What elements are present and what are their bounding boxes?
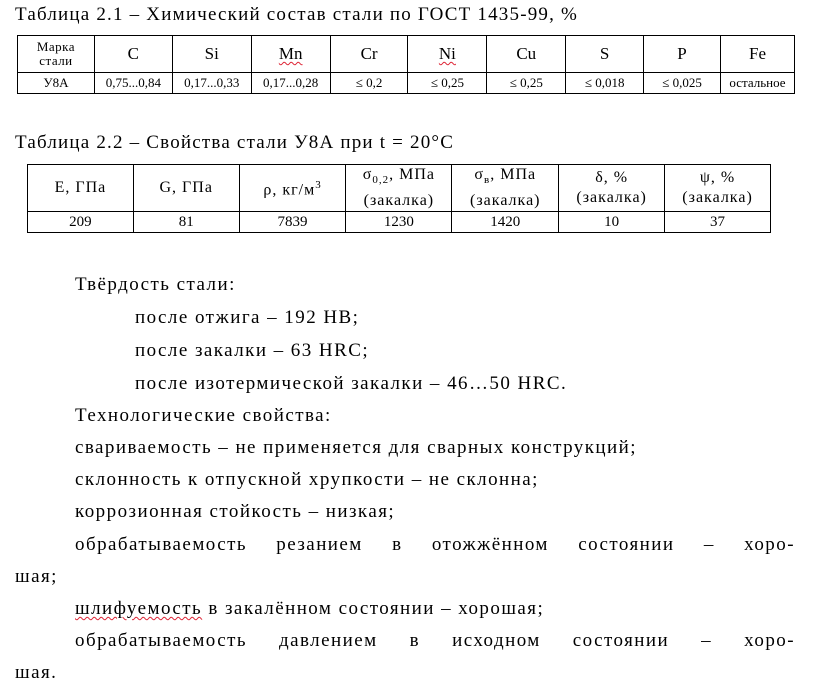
header-cell-elongation: δ, % (закалка) — [559, 165, 665, 212]
machinability-line1: обрабатываемость резанием в отожжённом состоянии – хоро- — [75, 534, 795, 555]
table-cell: 0,17...0,33 — [172, 73, 251, 94]
header-cell-grade: Марка стали — [18, 36, 95, 73]
hardness-annealed: после отжига – 192 HB; — [135, 307, 360, 328]
table-cell: ≤ 0,025 — [644, 73, 721, 94]
weldability: свариваемость – не применяется для сварных конструкций; — [75, 437, 638, 458]
header-cell-cu: Cu — [487, 36, 566, 73]
table2-caption: Таблица 2.2 – Свойства стали У8А при t = 20°C — [15, 132, 455, 153]
table-cell: 10 — [559, 212, 665, 233]
header-cell-c: C — [94, 36, 172, 73]
table-cell: 7839 — [239, 212, 346, 233]
header-cell-cr: Cr — [330, 36, 408, 73]
grindability-word: шлифуемость — [75, 598, 203, 619]
header-cell-mn: Mn — [251, 36, 330, 73]
table-cell: 37 — [665, 212, 771, 233]
table-row — [28, 212, 771, 233]
properties-table — [27, 164, 771, 233]
corrosion-resistance: коррозионная стойкость – низкая; — [75, 501, 396, 522]
hardness-isothermal: после изотермической закалки – 46…50 HRC. — [135, 373, 568, 394]
table-cell: ≤ 0,018 — [566, 73, 644, 94]
formability-line1: обрабатываемость давлением в исходном состоянии – хоро- — [75, 630, 795, 651]
machinability-line2: шая; — [15, 566, 58, 587]
chemical-composition-table — [17, 35, 795, 94]
table-cell: ≤ 0,2 — [330, 73, 408, 94]
header-cell-fe: Fe — [720, 36, 794, 73]
hardness-quenched: после закалки – 63 HRC; — [135, 340, 370, 361]
formability-line2: шая. — [15, 662, 58, 683]
table-cell: 209 — [28, 212, 134, 233]
tech-properties-title: Технологические свойства: — [75, 405, 332, 426]
grindability — [75, 597, 544, 621]
header-cell-s: S — [566, 36, 644, 73]
table-row — [18, 73, 795, 94]
header-cell-yield-strength: $\sigma_{0,2}$, МПа (закалка) — [346, 165, 452, 212]
header-cell-reduction: ψ, % (закалка) — [665, 165, 771, 212]
table-cell: У8А — [18, 73, 95, 94]
header-cell-si: Si — [172, 36, 251, 73]
header-cell-tensile-strength: $\sigma_в$, МПа (закалка) — [452, 165, 559, 212]
header-cell-e: E, ГПа — [28, 165, 134, 212]
table-cell: остальное — [720, 73, 794, 94]
header-cell-g: G, ГПа — [133, 165, 239, 212]
header-cell-ni: Ni — [408, 36, 487, 73]
table1-caption: Таблица 2.1 – Химический состав стали по ГОСТ 1435-99, % — [15, 4, 579, 25]
header-cell-density: ρ, $кг/м^3$ — [239, 165, 346, 212]
header-cell-p: P — [644, 36, 721, 73]
hardness-title: Твёрдость стали: — [75, 274, 236, 295]
table-cell: 0,75...0,84 — [94, 73, 172, 94]
table-cell: ≤ 0,25 — [487, 73, 566, 94]
table-cell: 0,17...0,28 — [251, 73, 330, 94]
table-cell: 81 — [133, 212, 239, 233]
table-header-row — [28, 165, 771, 212]
table-cell: 1230 — [346, 212, 452, 233]
table-cell: 1420 — [452, 212, 559, 233]
table-header-row — [18, 36, 795, 73]
temper-brittleness: склонность к отпускной хрупкости – не склонна; — [75, 469, 539, 490]
table-cell: ≤ 0,25 — [408, 73, 487, 94]
grindability-rest: в закалённом состоянии – хорошая; — [202, 598, 545, 619]
